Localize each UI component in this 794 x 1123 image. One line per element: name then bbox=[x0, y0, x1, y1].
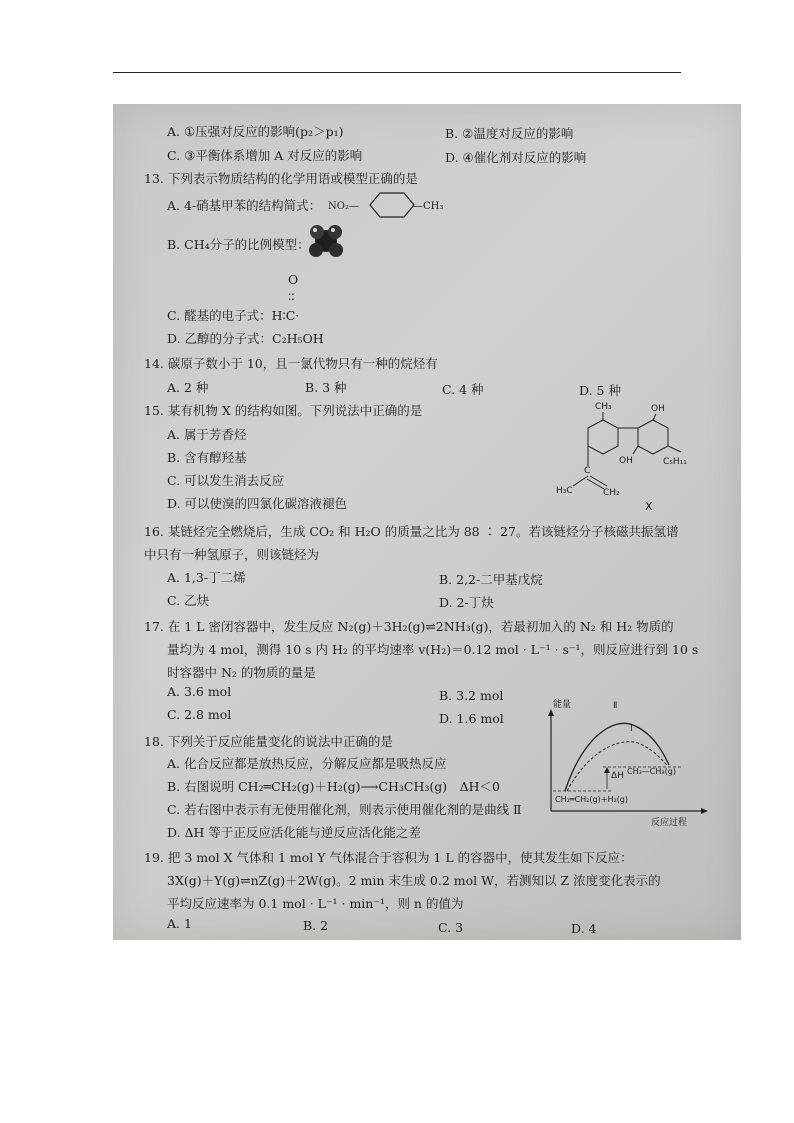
product-label: CH₃—CH₃(g) bbox=[627, 767, 676, 776]
q19-stem-line3: 平均反应速率为 0.1 mol · L⁻¹ · min⁻¹，则 n 的值为 bbox=[167, 896, 464, 911]
curve-ii-label: Ⅱ bbox=[613, 701, 618, 711]
benzene-ring-icon bbox=[368, 190, 416, 220]
fig-c5h11: C₅H₁₁ bbox=[663, 457, 687, 467]
reaction-axis-label: 反应过程 bbox=[651, 818, 688, 828]
q19-stem-line1: 19. 把 3 mol X 气体和 1 mol Y 气体混合于容积为 1 L 的容器中，使其发生如下反应： bbox=[144, 850, 633, 865]
q13-oxygen-label: O bbox=[288, 272, 299, 287]
q12-option-d: D. ④催化剂对反应的影响 bbox=[445, 150, 587, 165]
q13-methyl-label: —CH₃ bbox=[413, 201, 444, 212]
q12-option-a: A. ①压强对反应的影响(p₂＞p₁) bbox=[167, 124, 344, 139]
q19-option-c: C. 3 bbox=[438, 920, 464, 935]
q13-stem: 13. 下列表示物质结构的化学用语或模型正确的是 bbox=[144, 171, 418, 186]
energy-axis-label: 能量 bbox=[553, 700, 572, 710]
q16-option-c: C. 乙炔 bbox=[167, 593, 210, 608]
q18-option-b: B. 右图说明 CH₂═CH₂(g)＋H₂(g)⟶CH₃CH₃(g) ΔH＜0 bbox=[167, 779, 501, 794]
q14-option-b: B. 3 种 bbox=[305, 380, 347, 395]
q19-option-b: B. 2 bbox=[303, 918, 329, 933]
q14-option-c: C. 4 种 bbox=[442, 382, 484, 397]
structure-x-figure bbox=[543, 400, 713, 518]
q15-option-c: C. 可以发生消去反应 bbox=[167, 473, 285, 488]
q17-stem-line1: 17. 在 1 L 密闭容器中，发生反应 N₂(g)＋3H₂(g)⇌2NH₃(g)，若最初加入的 N₂ 和 H₂ 物质的 bbox=[144, 619, 674, 634]
q14-option-d: D. 5 种 bbox=[579, 383, 621, 398]
fig-ch3-top: CH₃ bbox=[595, 402, 612, 412]
fig-ch2: CH₂ bbox=[603, 488, 620, 498]
q15-option-d: D. 可以使溴的四氯化碳溶液褪色 bbox=[167, 496, 348, 511]
q14-stem: 14. 碳原子数小于 10，且一氯代物只有一种的烷烃有 bbox=[144, 356, 438, 371]
q16-stem-line2: 中只有一种氢原子，则该链烃为 bbox=[144, 547, 320, 562]
fig-c-label: C bbox=[584, 466, 591, 476]
reactant-label: CH₂═CH₂(g)+H₂(g) bbox=[555, 795, 628, 804]
q16-option-a: A. 1,3-丁二烯 bbox=[167, 570, 246, 585]
q17-option-c: C. 2.8 mol bbox=[167, 707, 232, 722]
header-rule bbox=[113, 72, 681, 73]
q17-option-b: B. 3.2 mol bbox=[439, 688, 504, 703]
delta-h-label: ΔH bbox=[611, 771, 624, 781]
q14-option-a: A. 2 种 bbox=[167, 380, 209, 395]
q16-option-b: B. 2,2-二甲基戊烷 bbox=[439, 572, 543, 587]
curve-i-label: Ⅰ bbox=[630, 724, 633, 734]
energy-diagram bbox=[543, 700, 713, 828]
q16-stem-line1: 16. 某链烃完全燃烧后，生成 CO₂ 和 H₂O 的质量之比为 88 ∶ 27。若该链烃分子核磁共振氢谱 bbox=[144, 524, 679, 539]
fig-oh-top: OH bbox=[651, 404, 665, 414]
q19-stem-line2: 3X(g)＋Y(g)⇌nZ(g)＋2W(g)。2 min 末生成 0.2 mol W，若测知以 Z 浓度变化表示的 bbox=[167, 873, 661, 888]
q16-option-d: D. 2-丁炔 bbox=[439, 595, 494, 610]
q19-option-a: A. 1 bbox=[167, 916, 192, 931]
q18-option-a: A. 化合反应都是放热反应，分解反应都是吸热反应 bbox=[167, 756, 447, 771]
q17-stem-line2: 量均为 4 mol，测得 10 s 内 H₂ 的平均速率 v(H₂)＝0.12 mol · L⁻¹ · s⁻¹，则反应进行到 10 s bbox=[167, 642, 699, 657]
fig-oh-mid: OH bbox=[619, 456, 633, 466]
q15-stem: 15. 某有机物 X 的结构如图。下列说法中正确的是 bbox=[144, 403, 423, 418]
q13-option-c: C. 醛基的电子式：H∶C· bbox=[167, 308, 300, 323]
q13-option-b: B. CH₄分子的比例模型： bbox=[167, 237, 310, 252]
q12-option-b: B. ②温度对反应的影响 bbox=[445, 126, 574, 141]
q15-option-b: B. 含有醇羟基 bbox=[167, 450, 247, 465]
q17-option-d: D. 1.6 mol bbox=[439, 711, 504, 726]
q13-nitro-label: NO₂— bbox=[328, 201, 359, 212]
q13-option-d: D. 乙醇的分子式：C₂H₅OH bbox=[167, 331, 324, 346]
q18-stem: 18. 下列关于反应能量变化的说法中正确的是 bbox=[144, 734, 393, 749]
fig-x-label: X bbox=[645, 500, 653, 513]
q18-option-d: D. ΔH 等于正反应活化能与逆反应活化能之差 bbox=[167, 825, 421, 840]
q15-option-a: A. 属于芳香烃 bbox=[167, 427, 247, 442]
q12-option-c: C. ③平衡体系增加 A 对反应的影响 bbox=[167, 148, 363, 163]
q18-option-c: C. 若右图中表示有无使用催化剂，则表示使用催化剂的是曲线 Ⅱ bbox=[167, 802, 522, 817]
q13-option-a: A. 4-硝基甲苯的结构简式： bbox=[167, 198, 322, 213]
fig-h3c: H₃C bbox=[556, 486, 573, 496]
methane-model-icon bbox=[305, 220, 347, 262]
q13-double-colon: ∶∶ bbox=[288, 289, 295, 304]
q17-option-a: A. 3.6 mol bbox=[167, 684, 232, 699]
scanned-page bbox=[113, 104, 741, 940]
q17-stem-line3: 时容器中 N₂ 的物质的量是 bbox=[167, 665, 316, 680]
q19-option-d: D. 4 bbox=[571, 921, 597, 936]
